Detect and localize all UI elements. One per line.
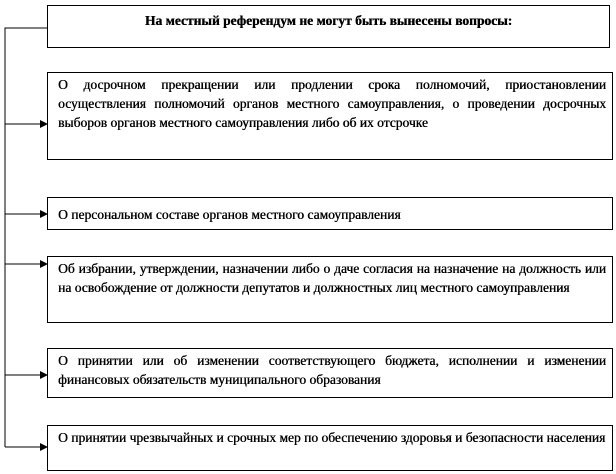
header-box — [47, 5, 610, 48]
item-text-4: О принятии или об изменении соответствующего бюджета, исполнении и изменении финансовых обязательств муниципального образования — [58, 353, 606, 387]
item-text-1: О досрочном прекращении или продлении срока полномочий, приостановлении осуществления полномочий органов местного самоуправления, о проведении досрочных выборов органов местного самоуправления либо об их отсрочке — [58, 77, 606, 130]
trunk-line — [5, 28, 47, 447]
item-box-3 — [47, 256, 613, 323]
item-box-2 — [47, 197, 613, 230]
item-text-3: Об избрании, утверждении, назначении либо о даче согласия на назначение на должность или на освобождение от должности депутатов и должностных лиц местного самоуправления — [58, 261, 606, 295]
item-box-4 — [47, 348, 613, 398]
item-text-5: О принятии чрезвычайных и срочных мер по обеспечению здоровья и безопасности населения — [58, 430, 606, 445]
item-text-2: О персональном составе органов местного самоуправления — [58, 207, 401, 222]
header-text: На местный референдум не могут быть вынесены вопросы: — [144, 13, 513, 28]
item-box-5 — [47, 425, 613, 471]
item-box-1 — [47, 72, 613, 160]
